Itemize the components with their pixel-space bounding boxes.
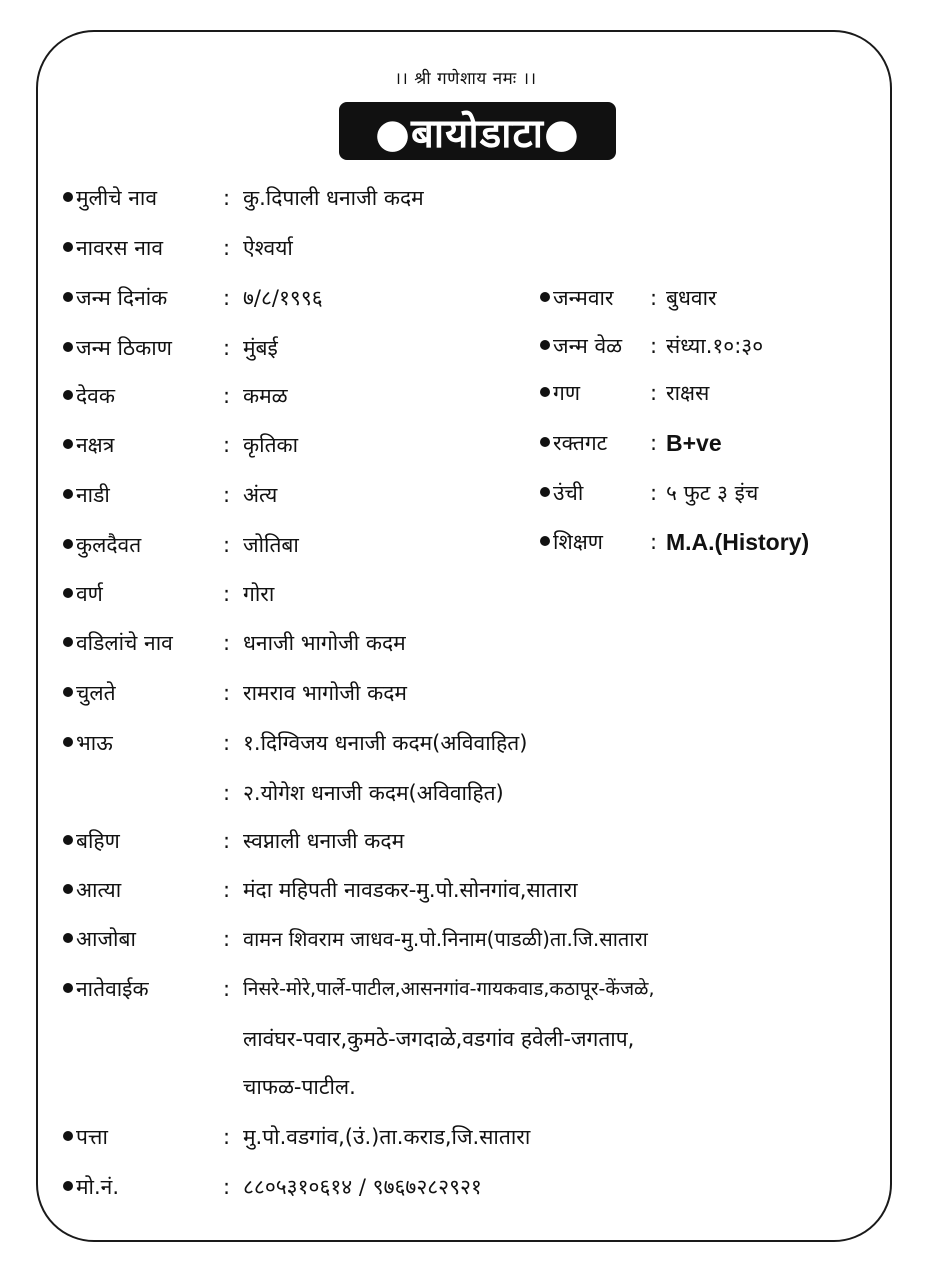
field-alias-name — [63, 233, 543, 263]
bullet-icon — [63, 835, 73, 845]
bullet-icon — [63, 1131, 73, 1141]
field-colon: : — [223, 1175, 231, 1199]
field-gan — [540, 378, 870, 408]
field-label: चुलते — [76, 681, 116, 705]
field-label: नावरस नाव — [76, 236, 163, 260]
bullet-icon — [63, 242, 73, 252]
field-label: वडिलांचे नाव — [76, 631, 173, 655]
bullet-icon — [63, 737, 73, 747]
field-nakshatra — [63, 430, 533, 460]
field-colon: : — [223, 681, 231, 705]
field-colon: : — [650, 286, 658, 310]
field-value: स्वप्नाली धनाजी कदम — [243, 829, 405, 853]
bullet-icon — [63, 342, 73, 352]
bullet-icon — [540, 387, 550, 397]
field-colon: : — [223, 483, 231, 507]
field-colon: : — [223, 533, 231, 557]
field-label: नाडी — [76, 483, 110, 507]
field-education — [540, 527, 880, 557]
field-value: ७/८/१९९६ — [243, 286, 323, 310]
field-label: जन्मवार — [553, 286, 614, 310]
field-brother-2 — [63, 778, 763, 808]
field-colon: : — [650, 530, 658, 554]
field-label: नातेवाईक — [76, 977, 149, 1001]
field-value: संध्या.१०:३० — [666, 334, 764, 358]
bullet-icon — [540, 340, 550, 350]
field-address — [63, 1122, 843, 1152]
bullet-icon — [63, 292, 73, 302]
field-brother — [63, 728, 763, 758]
field-colon: : — [650, 381, 658, 405]
field-father-name — [63, 628, 663, 658]
field-value: गोरा — [243, 582, 275, 606]
field-value: रामराव भागोजी कदम — [243, 681, 407, 705]
field-label: पत्ता — [76, 1125, 108, 1149]
bullet-icon — [63, 687, 73, 697]
field-devak — [63, 381, 533, 411]
field-colon: : — [223, 236, 231, 260]
bullet-icon — [540, 536, 550, 546]
field-kuldaivat — [63, 530, 533, 560]
field-colon: : — [223, 781, 231, 805]
field-value: ऐश्वर्या — [243, 236, 293, 260]
field-uncle — [63, 678, 663, 708]
field-value: मंदा महिपती नावडकर-मु.पो.सोनगांव,सातारा — [243, 878, 578, 902]
field-label: वर्ण — [76, 582, 103, 606]
field-label: मो.नं. — [76, 1175, 120, 1199]
field-colon: : — [223, 336, 231, 360]
field-colon: : — [650, 481, 658, 505]
relatives-line-3: चाफळ-पाटील. — [243, 1075, 356, 1099]
field-label: जन्म दिनांक — [76, 286, 168, 310]
field-value: मुंबई — [243, 336, 278, 360]
field-label: भाऊ — [76, 731, 113, 755]
field-nadi — [63, 480, 533, 510]
bullet-icon — [63, 390, 73, 400]
field-colon: : — [223, 186, 231, 210]
field-colon: : — [223, 927, 231, 951]
bullet-icon — [540, 437, 550, 447]
field-colon: : — [223, 433, 231, 457]
field-value: वामन शिवराम जाधव-मु.पो.निनाम(पाडळी)ता.जि.सातारा — [243, 927, 648, 951]
field-value: अंत्य — [243, 483, 278, 507]
field-birth-day — [540, 283, 870, 313]
field-colon: : — [223, 384, 231, 408]
field-colon: : — [223, 582, 231, 606]
field-value: मु.पो.वडगांव,(उं.)ता.कराड,जि.सातारा — [243, 1125, 531, 1149]
field-sister — [63, 826, 843, 856]
relatives-line-2: लावंघर-पवार,कुमठे-जगदाळे,वडगांव हवेली-जगताप, — [243, 1027, 635, 1051]
field-label: बहिण — [76, 829, 120, 853]
field-name — [63, 183, 543, 213]
field-label: जन्म ठिकाण — [76, 336, 172, 360]
field-colon: : — [223, 631, 231, 655]
mobile-number-2: ९७६७२८२९२१ — [372, 1175, 482, 1199]
field-label: शिक्षण — [553, 530, 603, 554]
field-label: जन्म वेळ — [553, 334, 623, 358]
field-colon: : — [223, 878, 231, 902]
field-label: उंची — [553, 481, 584, 505]
page-title: ●बायोडाटा● — [339, 102, 616, 160]
field-value: धनाजी भागोजी कदम — [243, 631, 406, 655]
bullet-icon — [63, 439, 73, 449]
field-label: गण — [553, 381, 581, 405]
field-value: १.दिग्विजय धनाजी कदम(अविवाहित) — [243, 731, 528, 755]
mobile-number-1: ८८०५३१०६१४ — [243, 1175, 353, 1199]
field-value: जोतिबा — [243, 533, 299, 557]
field-colon: : — [223, 286, 231, 310]
bullet-icon — [63, 539, 73, 549]
field-birth-time — [540, 331, 880, 361]
field-value: बुधवार — [666, 286, 717, 310]
field-birth-date — [63, 283, 533, 313]
mobile-separator: / — [358, 1175, 366, 1199]
field-colon: : — [650, 334, 658, 358]
field-label: आजोबा — [76, 927, 136, 951]
field-aunt — [63, 875, 863, 905]
field-colon: : — [223, 829, 231, 853]
bullet-icon — [63, 983, 73, 993]
invocation-text: ।। श्री गणेशाय नमः ।। — [394, 69, 537, 89]
bullet-icon — [63, 489, 73, 499]
bullet-icon — [540, 487, 550, 497]
field-label: नक्षत्र — [76, 433, 115, 457]
bullet-icon — [540, 292, 550, 302]
bullet-icon — [63, 588, 73, 598]
field-value — [243, 1172, 482, 1202]
bullet-icon — [63, 884, 73, 894]
field-grandfather — [63, 924, 873, 954]
bullet-icon — [63, 192, 73, 202]
field-value: राक्षस — [666, 381, 710, 405]
field-colon: : — [650, 431, 658, 455]
bullet-icon — [63, 637, 73, 647]
field-label: कुलदैवत — [76, 533, 142, 557]
field-label: देवक — [76, 384, 115, 408]
field-value: ५ फुट ३ इंच — [666, 481, 759, 505]
field-value: B+ve — [666, 430, 722, 456]
field-label: मुलीचे नाव — [76, 186, 158, 210]
field-colon: : — [223, 1125, 231, 1149]
field-height — [540, 478, 870, 508]
field-colon: : — [223, 977, 231, 1001]
field-mobile — [63, 1172, 843, 1202]
bullet-icon — [63, 933, 73, 943]
field-complexion — [63, 579, 533, 609]
bullet-icon — [63, 1181, 73, 1191]
field-value: २.योगेश धनाजी कदम(अविवाहित) — [243, 781, 504, 805]
field-value: M.A.(History) — [666, 529, 810, 555]
field-value: निसरे-मोरे,पार्ले-पाटील,आसनगांव-गायकवाड,कठापूर-केंजळे, — [243, 978, 655, 1000]
field-blood-group — [540, 428, 870, 458]
field-relatives — [63, 974, 878, 1004]
field-value: कमळ — [243, 384, 288, 408]
field-value: कृतिका — [243, 433, 299, 457]
field-birth-place — [63, 333, 533, 363]
field-colon: : — [223, 731, 231, 755]
field-label: आत्या — [76, 878, 122, 902]
field-label: रक्तगट — [553, 431, 608, 455]
field-value: कु.दिपाली धनाजी कदम — [243, 186, 424, 210]
